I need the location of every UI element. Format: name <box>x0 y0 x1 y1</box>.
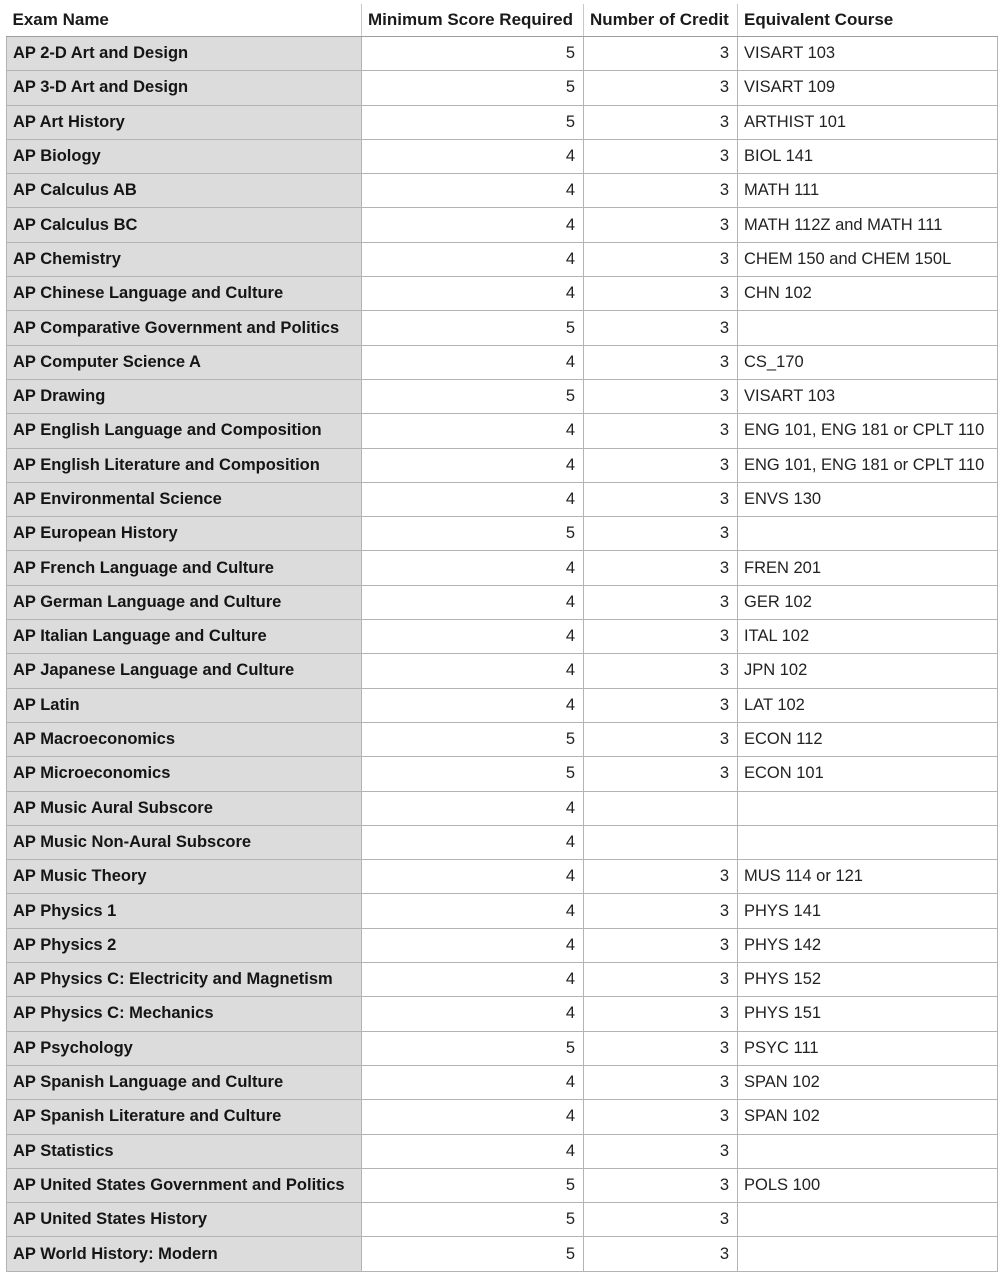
cell-minimum-score: 4 <box>362 139 584 173</box>
cell-minimum-score: 4 <box>362 242 584 276</box>
table-row <box>7 894 998 928</box>
cell-minimum-score: 4 <box>362 1134 584 1168</box>
table-row <box>7 620 998 654</box>
cell-minimum-score: 5 <box>362 1203 584 1237</box>
cell-exam-name: AP Calculus BC <box>7 208 362 242</box>
cell-number-of-credit: 3 <box>584 517 738 551</box>
cell-exam-name: AP United States History <box>7 1203 362 1237</box>
cell-minimum-score: 5 <box>362 71 584 105</box>
cell-equivalent-course: BIOL 141 <box>738 139 998 173</box>
cell-number-of-credit <box>584 791 738 825</box>
table-row <box>7 71 998 105</box>
cell-minimum-score: 5 <box>362 105 584 139</box>
cell-minimum-score: 4 <box>362 654 584 688</box>
cell-equivalent-course: ECON 112 <box>738 722 998 756</box>
cell-exam-name: AP Comparative Government and Politics <box>7 311 362 345</box>
cell-exam-name: AP Environmental Science <box>7 482 362 516</box>
cell-minimum-score: 4 <box>362 174 584 208</box>
cell-number-of-credit: 3 <box>584 688 738 722</box>
cell-number-of-credit: 3 <box>584 242 738 276</box>
cell-number-of-credit: 3 <box>584 551 738 585</box>
table-row <box>7 688 998 722</box>
cell-exam-name: AP Drawing <box>7 379 362 413</box>
cell-equivalent-course: CHN 102 <box>738 277 998 311</box>
cell-exam-name: AP Macroeconomics <box>7 722 362 756</box>
cell-minimum-score: 4 <box>362 620 584 654</box>
cell-minimum-score: 5 <box>362 311 584 345</box>
cell-exam-name: AP Japanese Language and Culture <box>7 654 362 688</box>
table-row <box>7 448 998 482</box>
header-row <box>7 4 998 37</box>
cell-equivalent-course: MUS 114 or 121 <box>738 860 998 894</box>
cell-exam-name: AP Music Aural Subscore <box>7 791 362 825</box>
ap-credit-table <box>6 4 998 1272</box>
cell-equivalent-course: MATH 112Z and MATH 111 <box>738 208 998 242</box>
table-row <box>7 585 998 619</box>
cell-equivalent-course <box>738 825 998 859</box>
cell-equivalent-course: POLS 100 <box>738 1168 998 1202</box>
cell-exam-name: AP Spanish Language and Culture <box>7 1065 362 1099</box>
cell-exam-name: AP Microeconomics <box>7 757 362 791</box>
cell-exam-name: AP English Literature and Composition <box>7 448 362 482</box>
table-row <box>7 139 998 173</box>
cell-number-of-credit: 3 <box>584 928 738 962</box>
cell-exam-name: AP Physics C: Mechanics <box>7 997 362 1031</box>
header-equivalent-course: Equivalent Course <box>738 4 998 37</box>
cell-exam-name: AP Art History <box>7 105 362 139</box>
cell-exam-name: AP Physics 2 <box>7 928 362 962</box>
cell-number-of-credit: 3 <box>584 311 738 345</box>
cell-minimum-score: 4 <box>362 277 584 311</box>
table-row <box>7 825 998 859</box>
cell-exam-name: AP Chemistry <box>7 242 362 276</box>
cell-minimum-score: 5 <box>362 1237 584 1271</box>
table-row <box>7 963 998 997</box>
cell-minimum-score: 4 <box>362 208 584 242</box>
cell-number-of-credit: 3 <box>584 379 738 413</box>
cell-exam-name: AP European History <box>7 517 362 551</box>
cell-minimum-score: 4 <box>362 894 584 928</box>
cell-equivalent-course: ECON 101 <box>738 757 998 791</box>
cell-minimum-score: 4 <box>362 791 584 825</box>
cell-exam-name: AP Psychology <box>7 1031 362 1065</box>
header-minimum-score: Minimum Score Required <box>362 4 584 37</box>
cell-equivalent-course: PHYS 142 <box>738 928 998 962</box>
cell-number-of-credit: 3 <box>584 345 738 379</box>
cell-number-of-credit: 3 <box>584 71 738 105</box>
table-row <box>7 997 998 1031</box>
cell-number-of-credit: 3 <box>584 1100 738 1134</box>
table-row <box>7 1134 998 1168</box>
cell-equivalent-course <box>738 1237 998 1271</box>
cell-minimum-score: 4 <box>362 482 584 516</box>
cell-exam-name: AP Calculus AB <box>7 174 362 208</box>
cell-equivalent-course: PHYS 141 <box>738 894 998 928</box>
cell-exam-name: AP English Language and Composition <box>7 414 362 448</box>
cell-equivalent-course: PHYS 151 <box>738 997 998 1031</box>
cell-equivalent-course: ARTHIST 101 <box>738 105 998 139</box>
cell-minimum-score: 4 <box>362 860 584 894</box>
table-row <box>7 791 998 825</box>
cell-equivalent-course: CHEM 150 and CHEM 150L <box>738 242 998 276</box>
cell-minimum-score: 5 <box>362 517 584 551</box>
table-row <box>7 1100 998 1134</box>
table-row <box>7 722 998 756</box>
table-row <box>7 860 998 894</box>
cell-exam-name: AP Latin <box>7 688 362 722</box>
cell-number-of-credit: 3 <box>584 1168 738 1202</box>
table-row <box>7 37 998 71</box>
cell-number-of-credit: 3 <box>584 654 738 688</box>
cell-number-of-credit: 3 <box>584 414 738 448</box>
cell-equivalent-course <box>738 1203 998 1237</box>
cell-exam-name: AP Physics C: Electricity and Magnetism <box>7 963 362 997</box>
cell-minimum-score: 4 <box>362 448 584 482</box>
table-row <box>7 1168 998 1202</box>
table-row <box>7 517 998 551</box>
cell-minimum-score: 5 <box>362 37 584 71</box>
cell-equivalent-course: VISART 109 <box>738 71 998 105</box>
cell-minimum-score: 4 <box>362 688 584 722</box>
cell-exam-name: AP Chinese Language and Culture <box>7 277 362 311</box>
cell-number-of-credit: 3 <box>584 37 738 71</box>
cell-equivalent-course <box>738 791 998 825</box>
cell-exam-name: AP Computer Science A <box>7 345 362 379</box>
cell-exam-name: AP Biology <box>7 139 362 173</box>
header-number-of-credit: Number of Credit <box>584 4 738 37</box>
cell-minimum-score: 4 <box>362 1100 584 1134</box>
cell-number-of-credit: 3 <box>584 277 738 311</box>
cell-number-of-credit: 3 <box>584 482 738 516</box>
cell-number-of-credit: 3 <box>584 757 738 791</box>
table-row <box>7 482 998 516</box>
cell-minimum-score: 5 <box>362 1031 584 1065</box>
table-row <box>7 1237 998 1271</box>
cell-minimum-score: 4 <box>362 585 584 619</box>
cell-equivalent-course <box>738 311 998 345</box>
cell-number-of-credit <box>584 825 738 859</box>
cell-equivalent-course: GER 102 <box>738 585 998 619</box>
table-row <box>7 379 998 413</box>
table-body <box>7 37 998 1272</box>
cell-equivalent-course: PSYC 111 <box>738 1031 998 1065</box>
cell-minimum-score: 4 <box>362 963 584 997</box>
cell-exam-name: AP United States Government and Politics <box>7 1168 362 1202</box>
cell-equivalent-course: CS_170 <box>738 345 998 379</box>
cell-exam-name: AP French Language and Culture <box>7 551 362 585</box>
cell-exam-name: AP World History: Modern <box>7 1237 362 1271</box>
table-row <box>7 928 998 962</box>
cell-number-of-credit: 3 <box>584 963 738 997</box>
cell-equivalent-course <box>738 1134 998 1168</box>
cell-number-of-credit: 3 <box>584 1237 738 1271</box>
cell-number-of-credit: 3 <box>584 1203 738 1237</box>
cell-exam-name: AP Italian Language and Culture <box>7 620 362 654</box>
cell-minimum-score: 4 <box>362 1065 584 1099</box>
cell-number-of-credit: 3 <box>584 894 738 928</box>
table-row <box>7 311 998 345</box>
cell-equivalent-course: JPN 102 <box>738 654 998 688</box>
cell-minimum-score: 4 <box>362 345 584 379</box>
header-exam-name: Exam Name <box>7 4 362 37</box>
table-header <box>7 4 998 37</box>
cell-exam-name: AP Statistics <box>7 1134 362 1168</box>
cell-exam-name: AP 3-D Art and Design <box>7 71 362 105</box>
cell-number-of-credit: 3 <box>584 208 738 242</box>
cell-equivalent-course: LAT 102 <box>738 688 998 722</box>
cell-number-of-credit: 3 <box>584 860 738 894</box>
table-row <box>7 1203 998 1237</box>
cell-equivalent-course: ENVS 130 <box>738 482 998 516</box>
cell-minimum-score: 4 <box>362 997 584 1031</box>
cell-minimum-score: 4 <box>362 928 584 962</box>
cell-number-of-credit: 3 <box>584 585 738 619</box>
table-row <box>7 277 998 311</box>
cell-number-of-credit: 3 <box>584 448 738 482</box>
cell-minimum-score: 4 <box>362 551 584 585</box>
cell-exam-name: AP 2-D Art and Design <box>7 37 362 71</box>
cell-equivalent-course: VISART 103 <box>738 379 998 413</box>
cell-equivalent-course: SPAN 102 <box>738 1100 998 1134</box>
cell-equivalent-course: SPAN 102 <box>738 1065 998 1099</box>
cell-equivalent-course <box>738 517 998 551</box>
cell-number-of-credit: 3 <box>584 105 738 139</box>
cell-number-of-credit: 3 <box>584 620 738 654</box>
cell-number-of-credit: 3 <box>584 174 738 208</box>
cell-minimum-score: 4 <box>362 825 584 859</box>
cell-exam-name: AP German Language and Culture <box>7 585 362 619</box>
cell-exam-name: AP Music Theory <box>7 860 362 894</box>
cell-equivalent-course: VISART 103 <box>738 37 998 71</box>
table-row <box>7 1065 998 1099</box>
cell-exam-name: AP Physics 1 <box>7 894 362 928</box>
table-row <box>7 1031 998 1065</box>
cell-equivalent-course: ENG 101, ENG 181 or CPLT 110 <box>738 448 998 482</box>
cell-equivalent-course: FREN 201 <box>738 551 998 585</box>
cell-number-of-credit: 3 <box>584 722 738 756</box>
table-row <box>7 414 998 448</box>
table-row <box>7 242 998 276</box>
cell-exam-name: AP Music Non-Aural Subscore <box>7 825 362 859</box>
cell-equivalent-course: ENG 101, ENG 181 or CPLT 110 <box>738 414 998 448</box>
table-row <box>7 345 998 379</box>
table-row <box>7 757 998 791</box>
cell-number-of-credit: 3 <box>584 1065 738 1099</box>
cell-minimum-score: 5 <box>362 757 584 791</box>
cell-minimum-score: 5 <box>362 1168 584 1202</box>
cell-minimum-score: 5 <box>362 722 584 756</box>
cell-number-of-credit: 3 <box>584 1031 738 1065</box>
table-row <box>7 654 998 688</box>
cell-minimum-score: 4 <box>362 414 584 448</box>
table-row <box>7 174 998 208</box>
cell-equivalent-course: ITAL 102 <box>738 620 998 654</box>
cell-number-of-credit: 3 <box>584 997 738 1031</box>
cell-number-of-credit: 3 <box>584 139 738 173</box>
cell-number-of-credit: 3 <box>584 1134 738 1168</box>
cell-equivalent-course: MATH 111 <box>738 174 998 208</box>
table-row <box>7 105 998 139</box>
table-row <box>7 551 998 585</box>
cell-exam-name: AP Spanish Literature and Culture <box>7 1100 362 1134</box>
table-row <box>7 208 998 242</box>
cell-equivalent-course: PHYS 152 <box>738 963 998 997</box>
cell-minimum-score: 5 <box>362 379 584 413</box>
